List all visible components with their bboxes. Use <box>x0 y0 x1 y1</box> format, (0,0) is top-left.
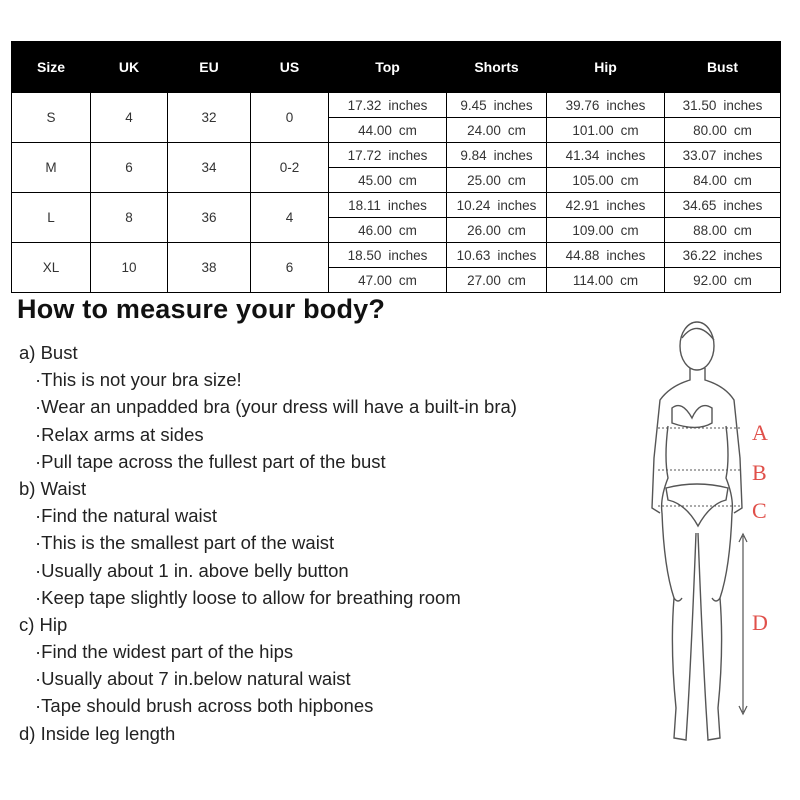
value: 33.07 <box>682 147 717 163</box>
unit: cm <box>620 172 639 188</box>
body-outline <box>652 322 742 740</box>
guide-section-title: b) Waist <box>19 477 87 499</box>
value: 101.00 <box>572 122 614 138</box>
cell-shorts_in <box>447 93 547 118</box>
cell-hip_cm <box>547 218 665 243</box>
guide-tip: ·Wear an unpadded bra (your dress will have a built-in bra) <box>35 396 517 418</box>
cell-shorts_in <box>447 143 547 168</box>
table-header-row <box>12 42 781 93</box>
header-uk: UK <box>91 42 168 93</box>
cell-top_in <box>329 93 447 118</box>
label-b: B <box>752 460 767 485</box>
value: 45.00 <box>358 172 392 188</box>
value: 84.00 <box>693 172 727 188</box>
unit: inches <box>606 247 646 263</box>
cell-shorts_cm <box>447 218 547 243</box>
cell-shorts_cm <box>447 118 547 143</box>
unit: inches <box>493 97 533 113</box>
cell-bust_in <box>665 243 781 268</box>
value: 10.63 <box>456 247 491 263</box>
cell-hip_in <box>547 193 665 218</box>
cell-top_in <box>329 243 447 268</box>
cell-top_cm <box>329 168 447 193</box>
value: 88.00 <box>693 222 727 238</box>
value: 9.84 <box>460 147 487 163</box>
unit: cm <box>620 272 639 288</box>
cell-eu: 38 <box>168 243 251 293</box>
value: 10.24 <box>456 197 491 213</box>
cell-top_cm <box>329 268 447 293</box>
unit: cm <box>507 122 526 138</box>
guide-tip: ·This is the smallest part of the waist <box>35 532 335 554</box>
cell-hip_in <box>547 143 665 168</box>
unit: inches <box>388 97 428 113</box>
cell-bust_cm <box>665 118 781 143</box>
cell-bust_in <box>665 93 781 118</box>
unit: inches <box>497 247 537 263</box>
guide-tip: ·Usually about 1 in. above belly button <box>35 559 349 581</box>
cell-size: S <box>12 93 91 143</box>
cell-top_in <box>329 193 447 218</box>
inside-leg-arrow <box>739 534 747 714</box>
value: 18.11 <box>348 197 381 213</box>
cell-top_cm <box>329 118 447 143</box>
unit: cm <box>398 222 417 238</box>
value: 25.00 <box>467 172 501 188</box>
unit: inches <box>723 147 763 163</box>
cell-shorts_in <box>447 243 547 268</box>
value: 42.91 <box>565 197 600 213</box>
measurement-letters <box>752 420 768 635</box>
cell-size: M <box>12 143 91 193</box>
cell-shorts_in <box>447 193 547 218</box>
value: 26.00 <box>467 222 501 238</box>
cell-shorts_cm <box>447 168 547 193</box>
value: 44.00 <box>358 122 392 138</box>
size-chart-table <box>11 41 781 293</box>
cell-hip_cm <box>547 118 665 143</box>
guide-tip: ·Keep tape slightly loose to allow for breathing room <box>35 586 461 608</box>
unit: cm <box>733 272 752 288</box>
value: 24.00 <box>467 122 501 138</box>
body-figure-illustration <box>630 308 800 758</box>
guide-section-title: c) Hip <box>19 613 68 635</box>
unit: cm <box>620 222 639 238</box>
cell-eu: 32 <box>168 93 251 143</box>
unit: inches <box>606 197 646 213</box>
unit: inches <box>723 97 763 113</box>
cell-bust_cm <box>665 268 781 293</box>
header-us: US <box>251 42 329 93</box>
table-row <box>12 243 781 268</box>
unit: cm <box>507 172 526 188</box>
cell-size: L <box>12 193 91 243</box>
value: 27.00 <box>467 272 501 288</box>
cell-us: 6 <box>251 243 329 293</box>
value: 18.50 <box>347 247 382 263</box>
value: 44.88 <box>565 247 600 263</box>
guide-tip: ·Find the widest part of the hips <box>35 641 294 663</box>
header-bust: Bust <box>665 42 781 93</box>
guide-tip: ·Tape should brush across both hipbones <box>35 695 374 717</box>
unit: cm <box>507 222 526 238</box>
unit: inches <box>723 247 763 263</box>
cell-hip_cm <box>547 268 665 293</box>
unit: inches <box>493 147 533 163</box>
label-c: C <box>752 498 767 523</box>
guide-tip: ·Find the natural waist <box>35 505 218 527</box>
unit: cm <box>398 272 417 288</box>
value: 34.65 <box>682 197 717 213</box>
unit: inches <box>388 147 428 163</box>
value: 17.72 <box>347 147 382 163</box>
cell-top_in <box>329 143 447 168</box>
value: 41.34 <box>565 147 600 163</box>
cell-uk: 6 <box>91 143 168 193</box>
guide-heading: How to measure your body? <box>17 294 386 324</box>
guide-tip: ·Usually about 7 in.below natural waist <box>35 668 351 690</box>
unit: cm <box>507 272 526 288</box>
measurement-guide <box>19 339 517 747</box>
guide-tip: ·This is not your bra size! <box>35 369 242 391</box>
guide-tip: ·Relax arms at sides <box>35 423 204 445</box>
value: 39.76 <box>565 97 600 113</box>
header-hip: Hip <box>547 42 665 93</box>
value: 105.00 <box>572 172 614 188</box>
header-eu: EU <box>168 42 251 93</box>
guide-section-title: d) Inside leg length <box>19 722 176 744</box>
cell-bust_cm <box>665 168 781 193</box>
table-row <box>12 93 781 118</box>
label-a: A <box>752 420 768 445</box>
cell-bust_in <box>665 143 781 168</box>
value: 47.00 <box>358 272 392 288</box>
unit: cm <box>733 172 752 188</box>
cell-us: 0 <box>251 93 329 143</box>
cell-uk: 4 <box>91 93 168 143</box>
value: 31.50 <box>682 97 717 113</box>
guide-tip: ·Pull tape across the fullest part of the bust <box>35 450 386 472</box>
cell-uk: 10 <box>91 243 168 293</box>
cell-us: 0-2 <box>251 143 329 193</box>
cell-eu: 34 <box>168 143 251 193</box>
cell-hip_in <box>547 243 665 268</box>
cell-us: 4 <box>251 193 329 243</box>
cell-bust_in <box>665 193 781 218</box>
cell-uk: 8 <box>91 193 168 243</box>
cell-top_cm <box>329 218 447 243</box>
unit: inches <box>606 147 646 163</box>
cell-hip_cm <box>547 168 665 193</box>
value: 9.45 <box>460 97 487 113</box>
table-row <box>12 193 781 218</box>
value: 17.32 <box>347 97 382 113</box>
unit: inches <box>497 197 537 213</box>
value: 36.22 <box>682 247 717 263</box>
unit: inches <box>387 197 427 213</box>
cell-hip_in <box>547 93 665 118</box>
value: 114.00 <box>572 272 614 288</box>
value: 80.00 <box>693 122 727 138</box>
table-row <box>12 143 781 168</box>
header-top: Top <box>329 42 447 93</box>
cell-bust_cm <box>665 218 781 243</box>
label-d: D <box>752 610 768 635</box>
cell-eu: 36 <box>168 193 251 243</box>
unit: cm <box>733 122 752 138</box>
header-shorts: Shorts <box>447 42 547 93</box>
value: 46.00 <box>358 222 392 238</box>
guide-section-title: a) Bust <box>19 342 78 363</box>
unit: cm <box>620 122 639 138</box>
cell-shorts_cm <box>447 268 547 293</box>
value: 109.00 <box>572 222 614 238</box>
value: 92.00 <box>693 272 727 288</box>
cell-size: XL <box>12 243 91 293</box>
unit: inches <box>606 97 646 113</box>
unit: cm <box>733 222 752 238</box>
unit: cm <box>398 172 417 188</box>
unit: inches <box>388 247 428 263</box>
unit: cm <box>398 122 417 138</box>
header-size: Size <box>12 42 91 93</box>
unit: inches <box>723 197 763 213</box>
